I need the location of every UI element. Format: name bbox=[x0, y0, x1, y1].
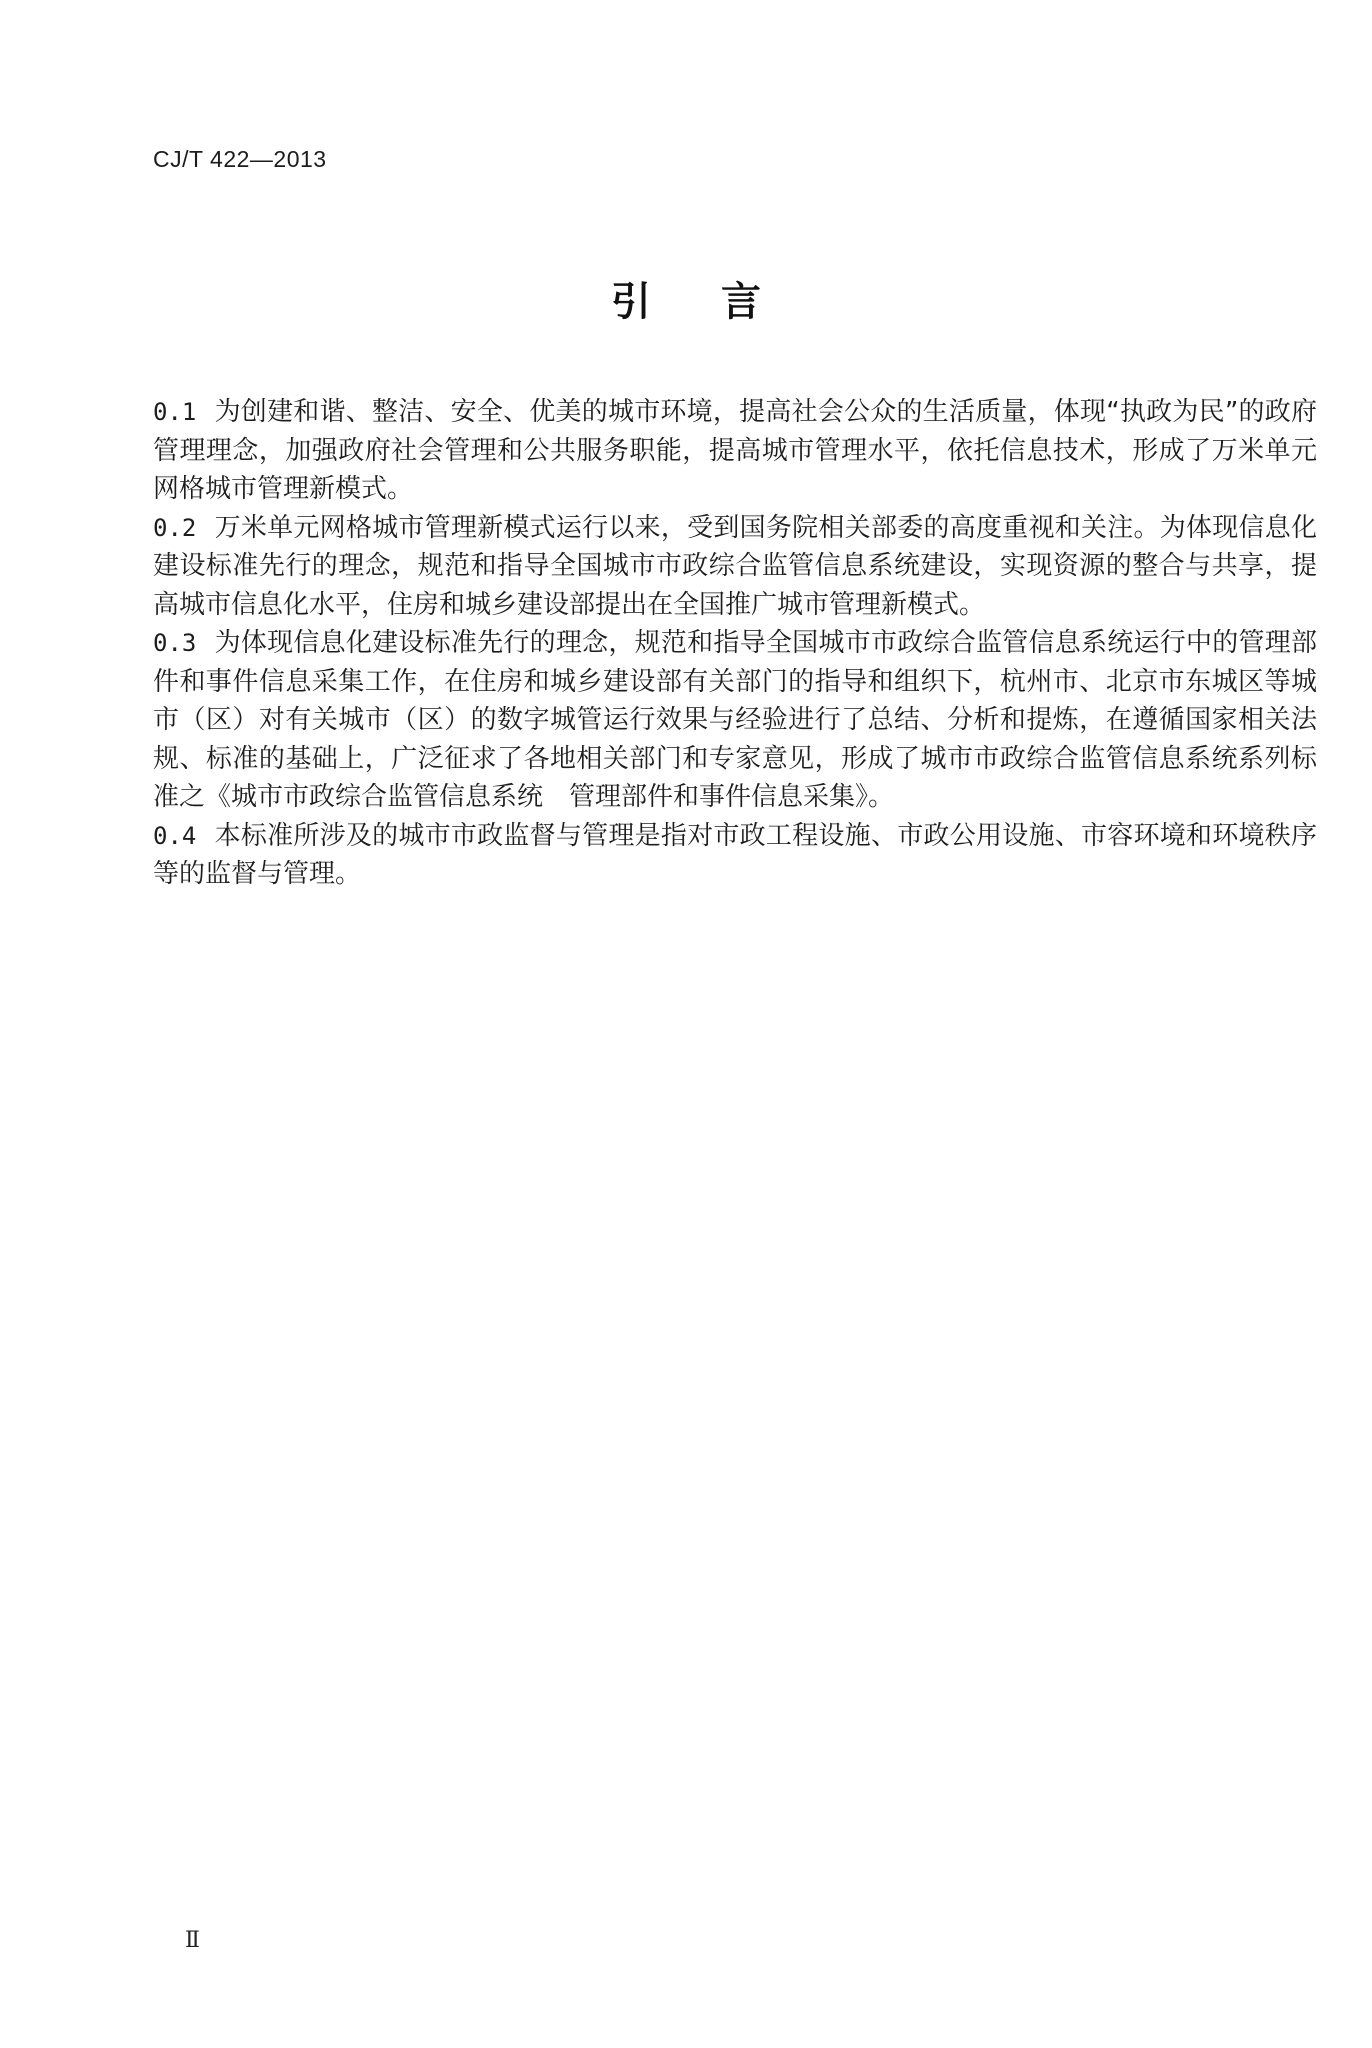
clause-0-3 bbox=[153, 624, 1317, 817]
clause-0-1 bbox=[153, 393, 1317, 509]
clause-number: 0.3 bbox=[153, 629, 197, 657]
clause-number: 0.2 bbox=[153, 513, 197, 542]
clause-text: 为体现信息化建设标准先行的理念，规范和指导全国城市市政综合监管信息系统运行中的管理部件和事件信息采集工作，在住房和城乡建设部有关部门的指导和组织下，杭州市、北京市东城区等城市（区）对有关城市（区）的数字城管运行效果与经验进行了总结、分析和提炼，在遵循国家相关法规、标准的基础上，广泛征求了各地相关部门和专家意见，形成了城市市政综合监管信息系统系列标准之《城市市政综合监管信息系统 管理部件和事件信息采集》。 bbox=[153, 628, 1317, 812]
clause-number: 0.4 bbox=[153, 821, 197, 850]
page-number: Ⅱ bbox=[185, 1928, 200, 1953]
clause-text: 为创建和谐、整洁、安全、优美的城市环境，提高社会公众的生活质量，体现“执政为民”的政府管理理念，加强政府社会管理和公共服务职能，提高城市管理水平，依托信息技术，形成了万米单元网格城市管理新模式。 bbox=[153, 397, 1317, 504]
clause-text: 本标准所涉及的城市市政监督与管理是指对市政工程设施、市政公用设施、市容环境和环境秩序等的监督与管理。 bbox=[153, 820, 1317, 889]
standard-code: CJ/T 422—2013 bbox=[153, 146, 327, 172]
clause-number: 0.1 bbox=[153, 398, 197, 426]
clause-0-4 bbox=[153, 817, 1317, 894]
clause-text: 万米单元网格城市管理新模式运行以来，受到国务院相关部委的高度重视和关注。为体现信息化建设标准先行的理念，规范和指导全国城市市政综合监管信息系统建设，实现资源的整合与共享，提高城市信息化水平，住房和城乡建设部提出在全国推广城市管理新模式。 bbox=[153, 512, 1317, 620]
introduction-body bbox=[153, 393, 1317, 894]
clause-0-2 bbox=[153, 509, 1317, 625]
page-title: 引言 bbox=[611, 279, 831, 325]
